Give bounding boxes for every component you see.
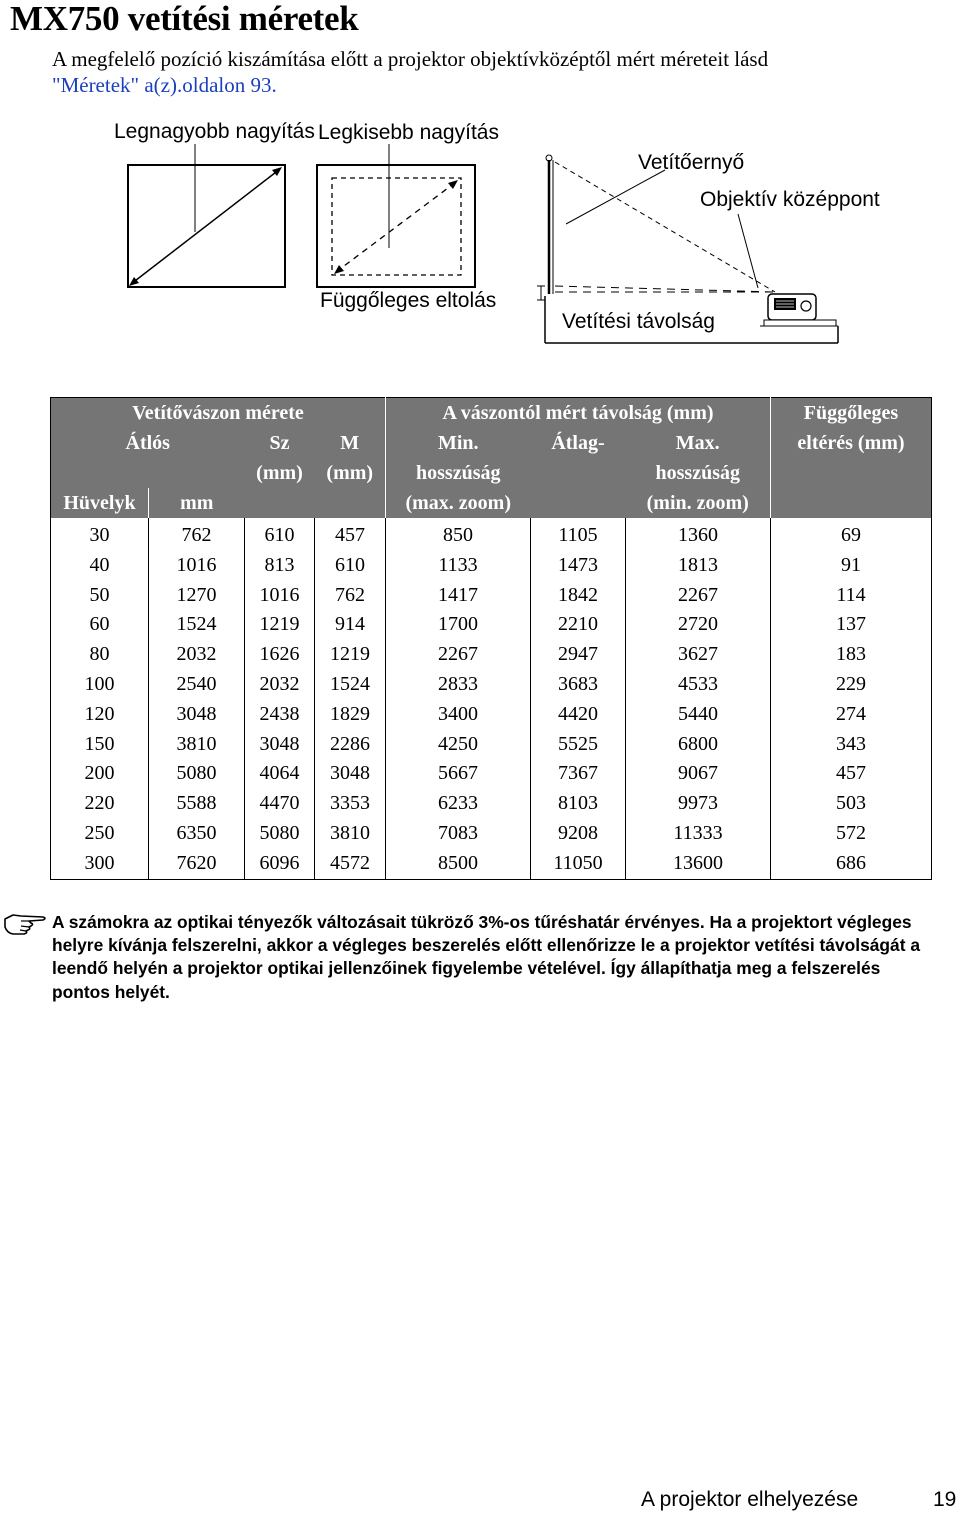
intro-paragraph <box>52 46 932 98</box>
cell-avg-distance: 8103 <box>531 789 626 819</box>
cell-mm: 1270 <box>149 581 245 611</box>
table-body <box>51 518 932 879</box>
cell-min-distance: 1700 <box>386 610 531 640</box>
table-row <box>51 640 932 670</box>
cell-width: 4064 <box>245 759 315 789</box>
cell-height: 457 <box>315 518 386 551</box>
cell-min-distance: 1133 <box>386 551 531 581</box>
cell-width: 2438 <box>245 700 315 730</box>
cell-avg-distance: 7367 <box>531 759 626 789</box>
label-screen: Vetítőernyő <box>638 151 745 174</box>
cell-min-distance: 6233 <box>386 789 531 819</box>
cell-vertical-offset: 114 <box>771 581 932 611</box>
cell-vertical-offset: 686 <box>771 849 932 879</box>
table-row <box>51 610 932 640</box>
cell-vertical-offset: 69 <box>771 518 932 551</box>
cell-width: 4470 <box>245 789 315 819</box>
cell-min-distance: 2833 <box>386 670 531 700</box>
table-row <box>51 789 932 819</box>
note-text: A számokra az optikai tényezők változásait tükröző 3%-os tűréshatár érvényes. Ha a projektort végleges helyre kívánja felszerelni, akkor a végleges beszerelés előtt ellenőrizze le a projektor vetítési távolságát a leendő helyén a projektor optikai jellenzőinek figyelembe vételével. Így állapíthatja meg a felszerelés pontos helyét. <box>52 912 921 1002</box>
intro-text: A megfelelő pozíció kiszámítása előtt a projektor objektívközéptől mért méreteit lásd <box>52 47 769 71</box>
cell-mm: 3810 <box>149 730 245 760</box>
cell-mm: 5588 <box>149 789 245 819</box>
footer-page-number: 19 <box>933 1488 957 1511</box>
cell-max-distance: 2720 <box>626 610 771 640</box>
cell-height: 4572 <box>315 849 386 879</box>
table-row <box>51 849 932 879</box>
table-row <box>51 670 932 700</box>
cell-inch: 150 <box>84 732 115 755</box>
cell-max-distance: 1813 <box>626 551 771 581</box>
header-max-sub: hosszúság <box>626 458 771 488</box>
header-max-zoom: (min. zoom) <box>626 488 771 518</box>
label-vertical-offset: Függőleges eltolás <box>320 289 497 312</box>
cell-inch: 80 <box>89 643 110 666</box>
cell-max-distance: 13600 <box>626 849 771 879</box>
cell-vertical-offset: 183 <box>771 640 932 670</box>
cell-inch: 200 <box>84 762 115 785</box>
cell-inch: 50 <box>89 583 110 606</box>
cell-height: 610 <box>315 551 386 581</box>
header-width-unit: (mm) <box>245 458 315 488</box>
label-min-zoom: Legkisebb nagyítás <box>318 121 499 144</box>
cell-height: 1524 <box>315 670 386 700</box>
cell-max-distance: 6800 <box>626 730 771 760</box>
cell-height: 1829 <box>315 700 386 730</box>
cell-width: 813 <box>245 551 315 581</box>
header-max: Max. <box>626 428 771 458</box>
cell-min-distance: 5667 <box>386 759 531 789</box>
cell-height: 3810 <box>315 819 386 849</box>
header-avg: Átlag- <box>531 428 626 458</box>
projection-size-table <box>50 397 932 880</box>
cell-inch: 120 <box>84 702 115 725</box>
header-distance: A vászontól mért távolság (mm) <box>386 398 771 429</box>
cell-width: 5080 <box>245 819 315 849</box>
cell-avg-distance: 5525 <box>531 730 626 760</box>
header-width: Sz <box>245 428 315 458</box>
page-title: MX750 vetítési méretek <box>10 0 359 38</box>
cell-mm: 1016 <box>149 551 245 581</box>
header-vertical-offset-1: Függőleges <box>771 398 932 429</box>
cell-avg-distance: 2210 <box>531 610 626 640</box>
dimensions-link[interactable]: "Méretek" a(z).oldalon 93. <box>52 73 277 97</box>
cell-avg-distance: 1842 <box>531 581 626 611</box>
cell-avg-distance: 9208 <box>531 819 626 849</box>
table-row <box>51 551 932 581</box>
cell-vertical-offset: 229 <box>771 670 932 700</box>
cell-min-distance: 850 <box>386 518 531 551</box>
header-height: M <box>315 428 386 458</box>
cell-inch: 300 <box>84 851 115 874</box>
cell-width: 2032 <box>245 670 315 700</box>
cell-mm: 7620 <box>149 849 245 879</box>
table-row <box>51 700 932 730</box>
cell-mm: 3048 <box>149 700 245 730</box>
cell-min-distance: 4250 <box>386 730 531 760</box>
table-row <box>51 581 932 611</box>
cell-max-distance: 4533 <box>626 670 771 700</box>
cell-avg-distance: 1105 <box>531 518 626 551</box>
cell-vertical-offset: 343 <box>771 730 932 760</box>
cell-min-distance: 7083 <box>386 819 531 849</box>
cell-inch: 30 <box>89 524 110 546</box>
table-row <box>51 730 932 760</box>
cell-min-distance: 2267 <box>386 640 531 670</box>
cell-avg-distance: 4420 <box>531 700 626 730</box>
cell-height: 2286 <box>315 730 386 760</box>
cell-vertical-offset: 91 <box>771 551 932 581</box>
projection-diagram <box>0 110 960 360</box>
cell-avg-distance: 11050 <box>531 849 626 879</box>
pointing-hand-icon <box>3 907 49 937</box>
label-max-zoom: Legnagyobb nagyítás <box>114 120 315 143</box>
cell-max-distance: 9067 <box>626 759 771 789</box>
header-vertical-offset-2: eltérés (mm) <box>771 428 932 458</box>
cell-width: 610 <box>245 518 315 551</box>
cell-min-distance: 8500 <box>386 849 531 879</box>
cell-vertical-offset: 503 <box>771 789 932 819</box>
header-inch: Hüvelyk <box>51 488 149 518</box>
cell-height: 1219 <box>315 640 386 670</box>
cell-width: 6096 <box>245 849 315 879</box>
cell-inch: 250 <box>84 821 115 844</box>
cell-width: 1016 <box>245 581 315 611</box>
header-diag: Átlós <box>51 428 245 458</box>
cell-mm: 1524 <box>149 610 245 640</box>
cell-min-distance: 1417 <box>386 581 531 611</box>
cell-mm: 2540 <box>149 670 245 700</box>
header-mm: mm <box>149 488 245 518</box>
table-row <box>51 759 932 789</box>
cell-width: 3048 <box>245 730 315 760</box>
header-min: Min. <box>386 428 531 458</box>
cell-vertical-offset: 457 <box>771 759 932 789</box>
cell-avg-distance: 2947 <box>531 640 626 670</box>
cell-max-distance: 5440 <box>626 700 771 730</box>
header-height-unit: (mm) <box>315 458 386 488</box>
cell-max-distance: 3627 <box>626 640 771 670</box>
cell-inch: 220 <box>84 792 115 815</box>
cell-height: 3048 <box>315 759 386 789</box>
cell-inch: 100 <box>84 672 115 695</box>
cell-inch: 40 <box>89 553 110 576</box>
cell-avg-distance: 3683 <box>531 670 626 700</box>
cell-height: 914 <box>315 610 386 640</box>
cell-height: 3353 <box>315 789 386 819</box>
cell-width: 1626 <box>245 640 315 670</box>
cell-vertical-offset: 137 <box>771 610 932 640</box>
header-min-sub: hosszúság <box>386 458 531 488</box>
table-row <box>51 819 932 849</box>
cell-width: 1219 <box>245 610 315 640</box>
cell-min-distance: 3400 <box>386 700 531 730</box>
cell-inch: 60 <box>89 613 110 636</box>
cell-max-distance: 2267 <box>626 581 771 611</box>
cell-mm: 762 <box>149 518 245 551</box>
cell-mm: 5080 <box>149 759 245 789</box>
cell-mm: 6350 <box>149 819 245 849</box>
label-projection-distance: Vetítési távolság <box>562 310 715 333</box>
cell-vertical-offset: 572 <box>771 819 932 849</box>
cell-height: 762 <box>315 581 386 611</box>
cell-avg-distance: 1473 <box>531 551 626 581</box>
header-min-zoom: (max. zoom) <box>386 488 531 518</box>
cell-vertical-offset: 274 <box>771 700 932 730</box>
cell-max-distance: 11333 <box>626 819 771 849</box>
table-row <box>51 518 932 551</box>
header-screen-size: Vetítővászon mérete <box>51 398 386 429</box>
footer-section-title: A projektor elhelyezése <box>641 1488 859 1511</box>
label-lens-center: Objektív középpont <box>700 188 880 211</box>
cell-mm: 2032 <box>149 640 245 670</box>
cell-max-distance: 9973 <box>626 789 771 819</box>
cell-max-distance: 1360 <box>626 518 771 551</box>
